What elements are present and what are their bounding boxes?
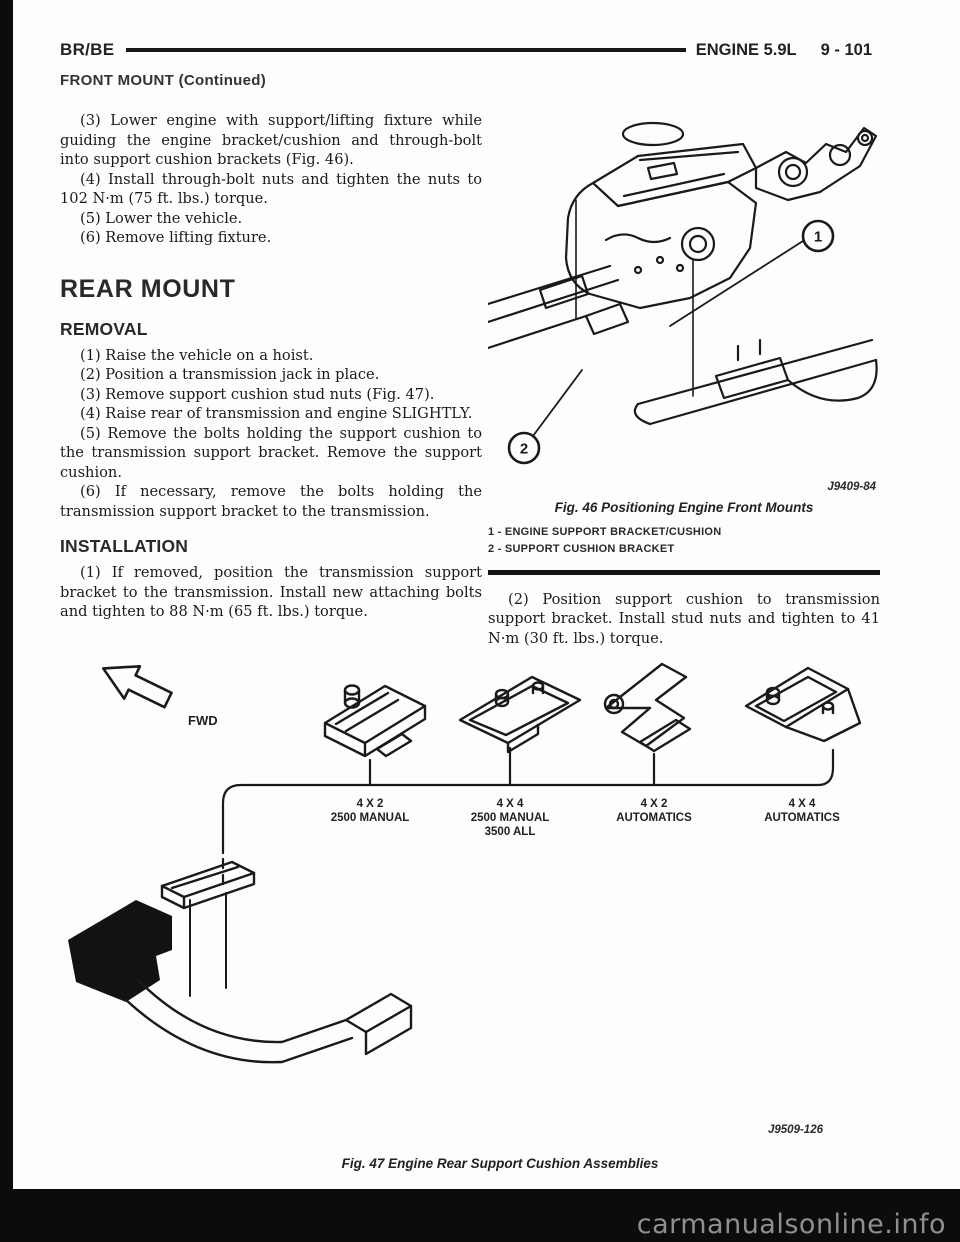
left-column — [60, 111, 482, 622]
cushion-assembly-1 — [325, 686, 425, 757]
figure46-legend-item: 2 - SUPPORT CUSHION BRACKET — [488, 543, 675, 555]
figure46-legend — [488, 524, 880, 558]
cushion-assembly-3 — [605, 664, 690, 751]
column-divider-rule — [488, 570, 880, 575]
variant-label-line: AUTOMATICS — [764, 812, 840, 824]
crossmember-assembly — [68, 862, 411, 1062]
figure47-id: J9509-126 — [768, 1124, 823, 1136]
removal-step: (3) Remove support cushion stud nuts (Fig. 47). — [80, 385, 435, 403]
model-code: BR/BE — [60, 40, 115, 59]
front-mount-step: (3) Lower engine with support/lifting fixture while guiding the engine bracket/cushion and through-bolt into support cushion brackets (Fig. 46). — [60, 112, 482, 168]
variant-label-line: 4 X 4 — [496, 798, 524, 810]
front-mount-step: (6) Remove lifting fixture. — [80, 229, 272, 246]
engine-front-mount-drawing — [488, 123, 877, 463]
removal-step: (4) Raise rear of transmission and engine SLIGHTLY. — [80, 405, 473, 422]
variant-label-line: 4 X 2 — [356, 798, 384, 810]
figure46-legend-item: 1 - ENGINE SUPPORT BRACKET/CUSHION — [488, 526, 722, 538]
page-header — [60, 40, 872, 60]
installation-step: (2) Position support cushion to transmission support bracket. Install stud nuts and tighten to 41 N·m (30 ft. lbs.) torque. — [488, 590, 880, 647]
watermark-text: carmanualsonline.info — [636, 1209, 946, 1240]
variant-label-line: 3500 ALL — [484, 826, 536, 838]
removal-step: (1) Raise the vehicle on a hoist. — [80, 346, 314, 364]
fwd-label: FWD — [188, 713, 218, 728]
variant-label-line: 4 X 4 — [788, 798, 816, 810]
header-rule — [126, 48, 685, 52]
figure47-caption: Fig. 47 Engine Rear Support Cushion Assemblies — [341, 1156, 659, 1171]
scan-edge-bottom — [0, 1189, 960, 1242]
scan-edge-left — [0, 0, 13, 1242]
fwd-arrow-icon — [95, 652, 175, 716]
cushion-assembly-2 — [460, 677, 580, 752]
front-mount-step: (5) Lower the vehicle. — [80, 209, 243, 227]
figure47-illustration — [40, 648, 920, 1148]
callout-1-label: 1 — [813, 228, 823, 246]
removal-step: (2) Position a transmission jack in place. — [80, 366, 380, 383]
page-number: 9 - 101 — [820, 40, 872, 59]
removal-step: (5) Remove the bolts holding the support cushion to the transmission support bracket. Remove the support cushion. — [60, 424, 482, 481]
removal-step: (6) If necessary, remove the bolts holding the transmission support bracket to the transmission. — [60, 483, 482, 520]
installation-step: (1) If removed, position the transmission support bracket to the transmission. Install new attaching bolts and tighten to 88 N·m (65 ft. lbs.) torque. — [60, 564, 482, 620]
variant-label-line: 4 X 2 — [640, 798, 668, 810]
front-mount-step: (4) Install through-bolt nuts and tighten the nuts to 102 N·m (75 ft. lbs.) torque. — [60, 170, 482, 207]
section-title: ENGINE 5.9L — [695, 40, 797, 59]
callout-2-label: 2 — [519, 440, 529, 458]
variant-label-line: AUTOMATICS — [616, 812, 692, 824]
cushion-assembly-4 — [746, 668, 860, 741]
variant-label-line: 2500 MANUAL — [330, 812, 410, 824]
variant-labels — [331, 798, 840, 838]
variant-label-line: 2500 MANUAL — [470, 812, 550, 824]
figure46-illustration — [488, 108, 880, 474]
figure46-id: J9409-84 — [827, 481, 876, 493]
rear-mount-heading: REAR MOUNT — [60, 274, 236, 303]
front-mount-continued-heading: FRONT MOUNT (Continued) — [60, 72, 267, 89]
installation-heading: INSTALLATION — [60, 536, 189, 556]
figure46-caption: Fig. 46 Positioning Engine Front Mounts — [554, 500, 814, 515]
removal-heading: REMOVAL — [60, 318, 148, 339]
right-column — [488, 108, 880, 648]
